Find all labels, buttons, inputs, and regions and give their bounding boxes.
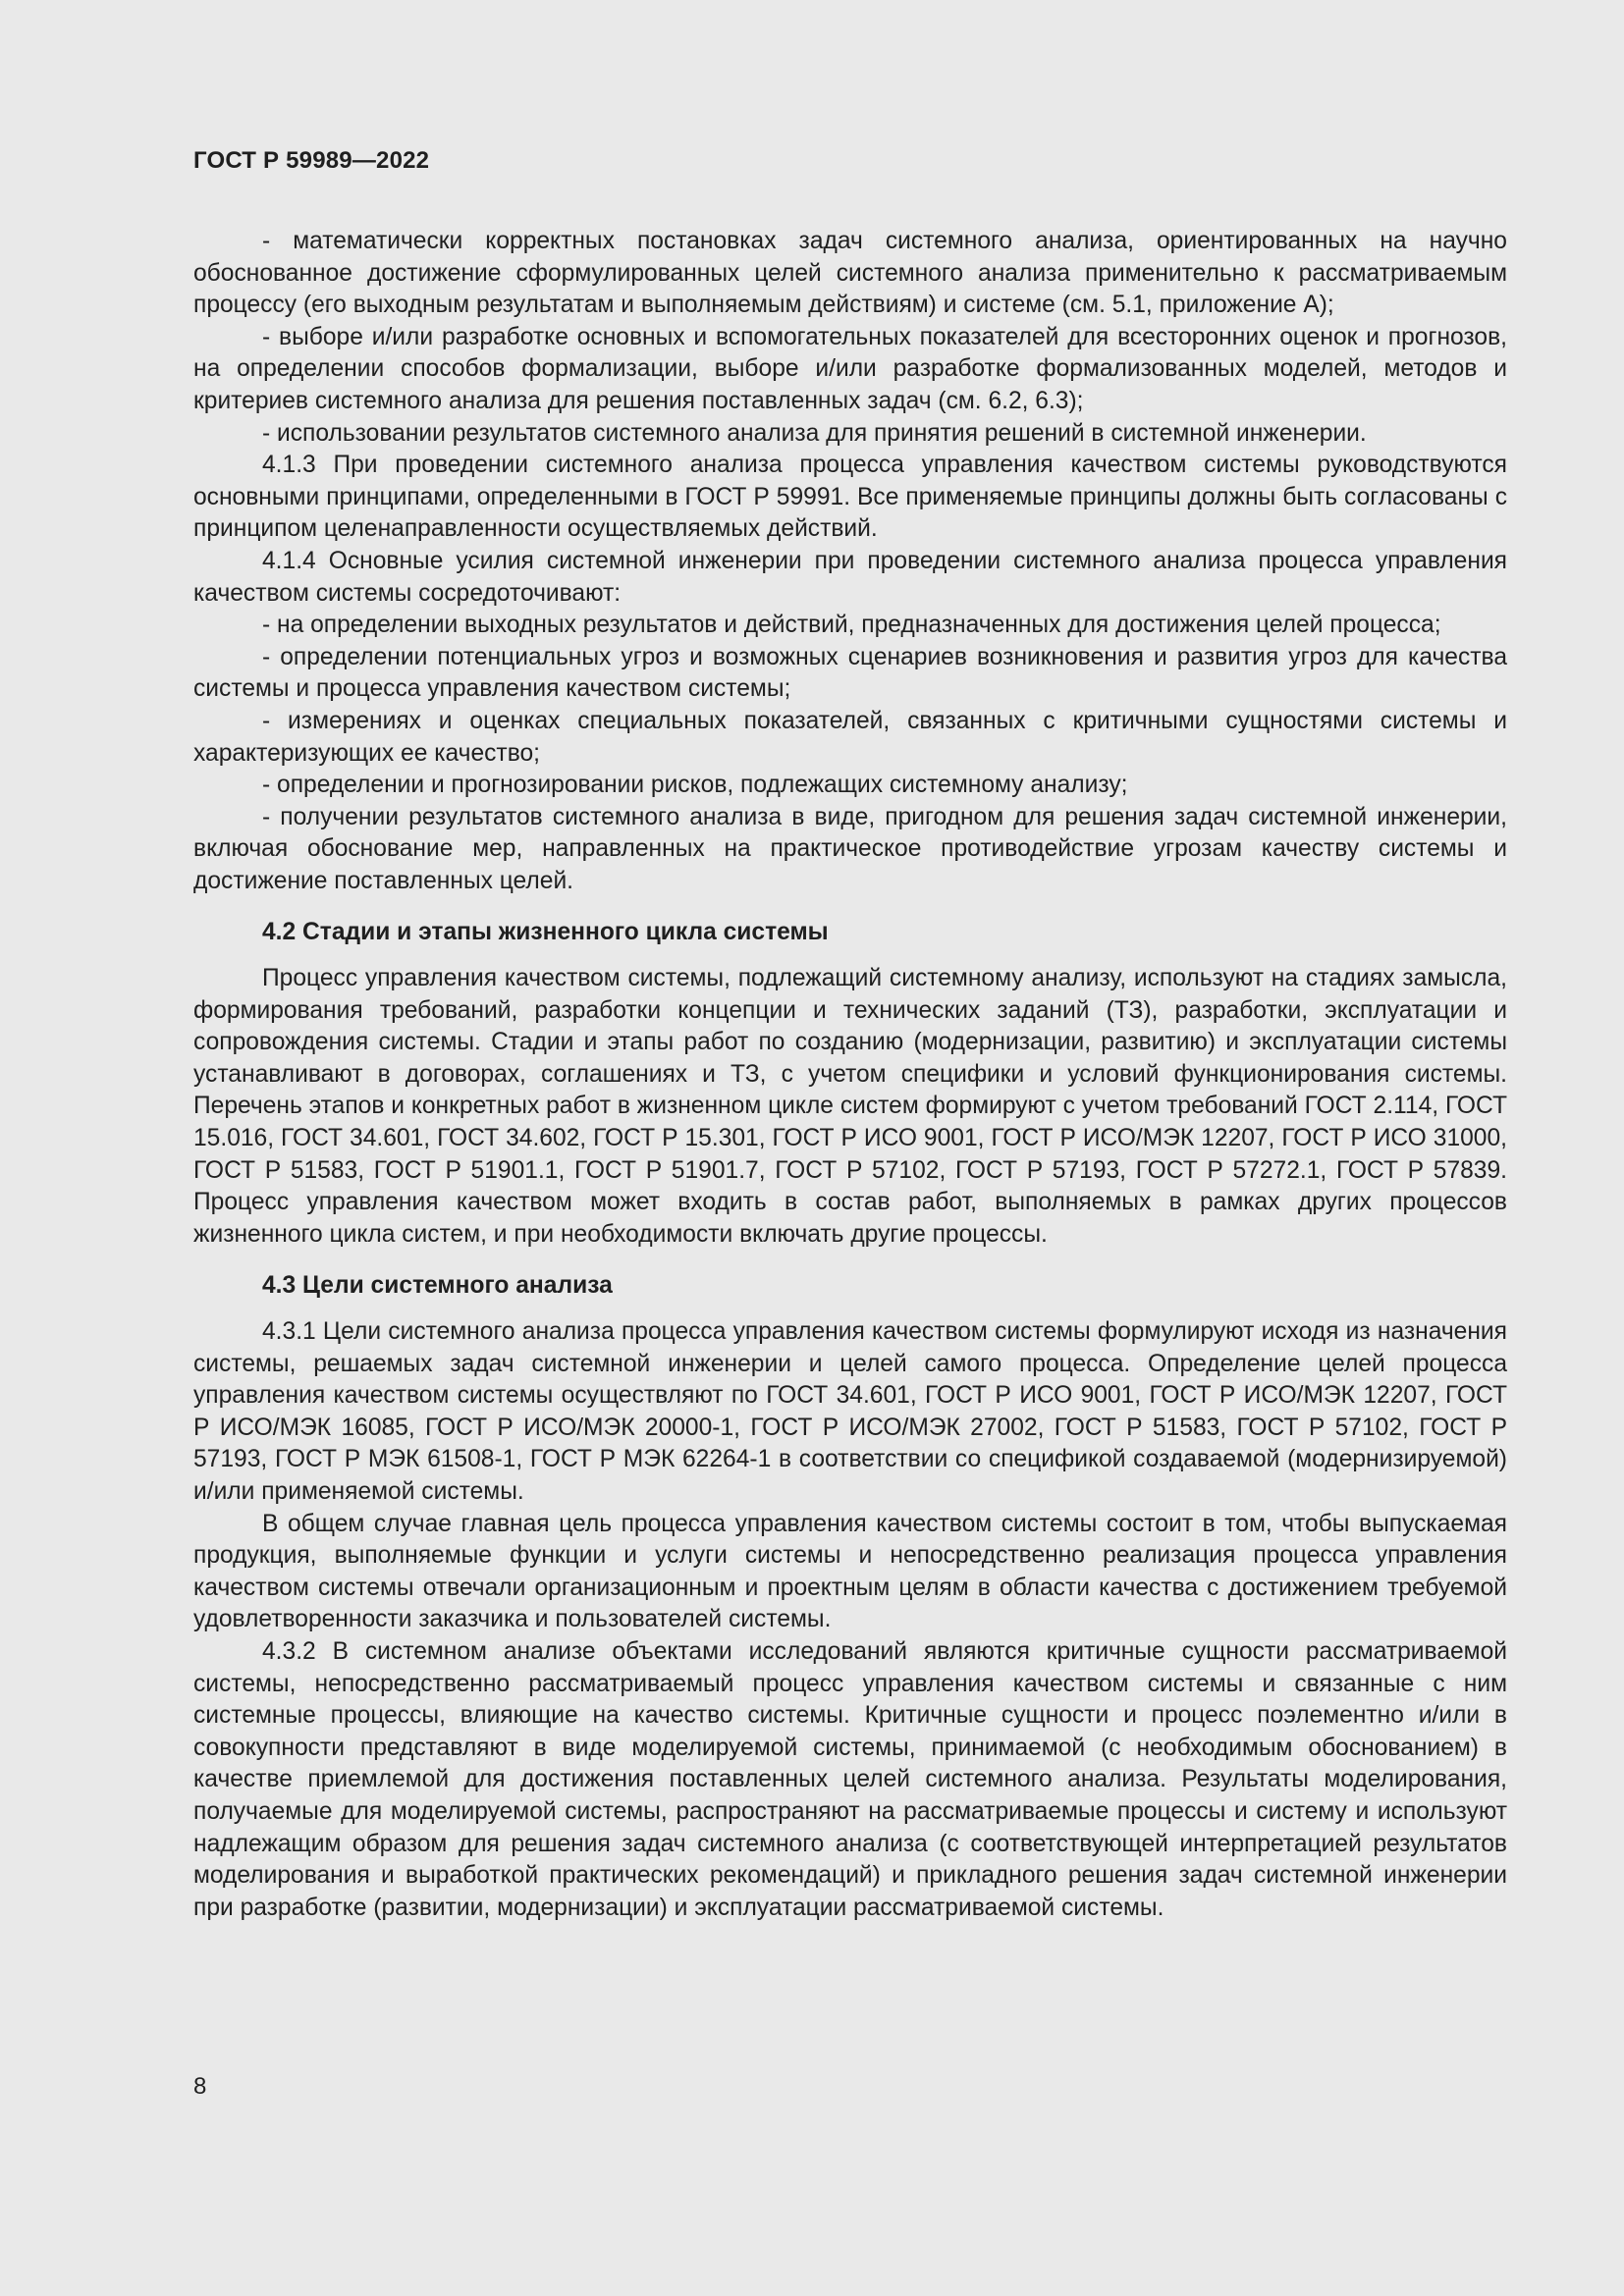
paragraph: В общем случае главная цель процесса управления качеством системы состоит в том, чтобы выпускаемая продукция, выполняемые функции и услуги системы и непосредственно реализация процесса управления качеством системы отвечали организационным и проектным целям в области качества с достижением требуемой удовлетворенности заказчика и пользователей системы. bbox=[193, 1510, 1507, 1633]
paragraph: - на определении выходных результатов и действий, предназначенных для достижения целей процесса; bbox=[262, 612, 1441, 639]
document-body bbox=[193, 226, 1507, 1924]
section-heading: 4.3 Цели системного анализа bbox=[262, 1272, 613, 1300]
section-heading: 4.2 Стадии и этапы жизненного цикла системы bbox=[262, 919, 829, 946]
paragraph: - получении результатов системного анализа в виде, пригодном для решения задач системной инженерии, включая обоснование мер, направленных на практическое противодействие угрозам качеству системы и достижение поставленных целей. bbox=[193, 803, 1507, 894]
paragraph: - использовании результатов системного анализа для принятия решений в системной инженерии. bbox=[262, 419, 1367, 447]
document-header: ГОСТ Р 59989—2022 bbox=[193, 147, 430, 174]
paragraph: - выборе и/или разработке основных и вспомогательных показателей для всесторонних оценок и прогнозов, на определении способов формализации, выборе и/или разработке формализованных моделей, методов и критериев системного анализа для решения поставленных задач (см. 6.2, 6.3); bbox=[193, 323, 1507, 414]
paragraph: 4.1.3 При проведении системного анализа процесса управления качеством системы руководствуются основными принципами, определенными в ГОСТ Р 59991. Все применяемые принципы должны быть согласованы с принципом целенаправленности осуществляемых действий. bbox=[193, 452, 1507, 543]
paragraph: - измерениях и оценках специальных показателей, связанных с критичными сущностями системы и характеризующих ее качество; bbox=[193, 707, 1507, 767]
paragraph: - математически корректных постановках задач системного анализа, ориентированных на научно обоснованное достижение сформулированных целей системного анализа применительно к рассматриваемым процессу (его выходным результатам и выполняемым действиям) и системе (см. 5.1, приложение А); bbox=[193, 228, 1507, 319]
paragraph: 4.1.4 Основные усилия системной инженерии при проведении системного анализа процесса управления качеством системы сосредоточивают: bbox=[193, 547, 1507, 607]
paragraph: - определении потенциальных угроз и возможных сценариев возникновения и развития угроз для качества системы и процесса управления качеством системы; bbox=[193, 643, 1507, 703]
paragraph: 4.3.1 Цели системного анализа процесса управления качеством системы формулируют исходя из назначения системы, решаемых задач системной инженерии и целей самого процесса. Определение целей процесса управления качеством системы осуществляют по ГОСТ 34.601, ГОСТ Р ИСО 9001, ГОСТ Р ИСО/МЭК 12207, ГОСТ Р ИСО/МЭК 16085, ГОСТ Р ИСО/МЭК 20000-1, ГОСТ Р ИСО/МЭК 27002, ГОСТ Р 51583, ГОСТ Р 57102, ГОСТ Р 57193, ГОСТ Р МЭК 61508-1, ГОСТ Р МЭК 62264-1 в соответствии со спецификой создаваемой (модернизируемой) и/или применяемой системы. bbox=[193, 1318, 1507, 1505]
paragraph: - определении и прогнозировании рисков, подлежащих системному анализу; bbox=[262, 772, 1128, 799]
paragraph: Процесс управления качеством системы, подлежащий системному анализу, используют на стадиях замысла, формирования требований, разработки концепции и технических заданий (ТЗ), разработки, эксплуатации и сопровождения системы. Стадии и этапы работ по созданию (модернизации, развитию) и эксплуатации системы устанавливают в договорах, соглашениях и ТЗ, с учетом специфики и условий функционирования системы. Перечень этапов и конкретных работ в жизненном цикле систем формируют с учетом требований ГОСТ 2.114, ГОСТ 15.016, ГОСТ 34.601, ГОСТ 34.602, ГОСТ Р 15.301, ГОСТ Р ИСО 9001, ГОСТ Р ИСО/МЭК 12207, ГОСТ Р ИСО 31000, ГОСТ Р 51583, ГОСТ Р 51901.1, ГОСТ Р 51901.7, ГОСТ Р 57102, ГОСТ Р 57193, ГОСТ Р 57272.1, ГОСТ Р 57839. Процесс управления качеством может входить в состав работ, выполняемых в рамках других процессов жизненного цикла систем, и при необходимости включать другие процессы. bbox=[193, 965, 1507, 1248]
page-number: 8 bbox=[193, 2073, 207, 2100]
paragraph: 4.3.2 В системном анализе объектами исследований являются критичные сущности рассматриваемой системы, непосредственно рассматриваемый процесс управления качеством системы и связанные с ним системные процессы, влияющие на качество системы. Критичные сущности и процесс поэлементно и/или в совокупности представляют в виде моделируемой системы, принимаемой (с необходимым обоснованием) в качестве приемлемой для достижения поставленных целей системного анализа. Результаты моделирования, получаемые для моделируемой системы, распространяют на рассматриваемые процессы и систему и используют надлежащим образом для решения задач системного анализа (с соответствующей интерпретацией результатов моделирования и выработкой практических рекомендаций) и прикладного решения задач системной инженерии при разработке (развитии, модернизации) и эксплуатации рассматриваемой системы. bbox=[193, 1637, 1507, 1921]
